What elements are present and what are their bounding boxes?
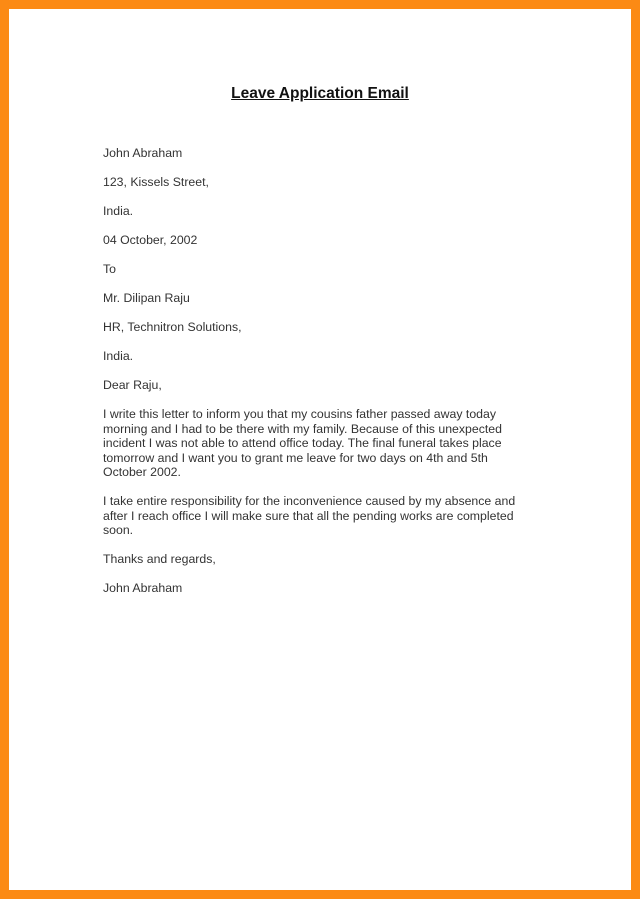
signature-name: John Abraham [103,581,183,595]
paragraph-line: morning and I had to be there with my family. Because of this unexpected [103,421,502,436]
paragraph-line: October 2002. [103,465,181,479]
paragraph-2 [103,494,533,538]
paragraph-line: tomorrow and I want you to grant me leave for two days on 4th and 5th [103,450,488,465]
paragraph-line: after I reach office I will make sure that all the pending works are completed [103,508,514,523]
closing: Thanks and regards, [103,552,216,566]
letter-body [103,146,533,610]
recipient-country: India. [103,349,134,363]
paragraph-line: incident I was not able to attend office today. The final funeral takes place [103,436,502,450]
recipient-name: Mr. Dilipan Raju [103,291,190,305]
paragraph-line: soon. [103,523,134,537]
recipient-company: HR, Technitron Solutions, [103,320,242,334]
sender-street: 123, Kissels Street, [103,175,209,189]
sender-country: India. [103,204,134,218]
paragraph-line: I take entire responsibility for the inconvenience caused by my absence and [103,494,516,508]
paragraph-line: I write this letter to inform you that my cousins father passed away today [103,407,496,421]
sender-name: John Abraham [103,146,183,160]
document-title: Leave Application Email [231,85,409,102]
letter-date: 04 October, 2002 [103,233,198,247]
salutation: Dear Raju, [103,378,162,392]
paragraph-1 [103,407,533,480]
to-label: To [103,262,116,276]
